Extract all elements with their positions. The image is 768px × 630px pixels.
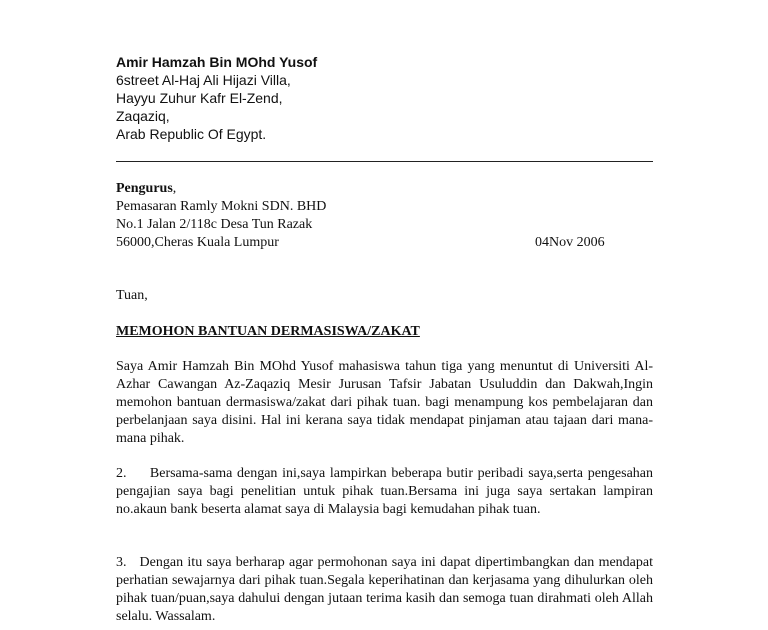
recipient-role: Pengurus <box>116 181 173 196</box>
letter-date: 04Nov 2006 <box>535 235 605 250</box>
recipient-role-suffix: , <box>172 181 177 196</box>
letter-subject: MEMOHON BANTUAN DERMASISWA/ZAKAT <box>116 324 420 339</box>
sender-address-line: Arab Republic Of Egypt. <box>116 126 267 142</box>
sender-name: Amir Hamzah Bin MOhd Yusof <box>116 54 318 70</box>
sender-address-line: Hayyu Zuhur Kafr El-Zend, <box>116 90 283 106</box>
sender-address-line: Zaqaziq, <box>116 108 170 124</box>
recipient-role-line <box>116 180 653 198</box>
sender-address-line: 6street Al-Haj Ali Hijazi Villa, <box>116 72 291 88</box>
sender-block <box>116 53 317 143</box>
body-paragraph-3: 3. Dengan itu saya berharap agar permohonan saya ini dapat dipertimbangkan dan mendapat perhatian sewajarnya dari pihak tuan.Segala keperihatinan dan kerjasama yang dihulurkan oleh pihak tuan/puan,saya dahului dengan jutaan terima kasih dan semoga tuan dirahmati oleh Allah selalu. Wassalam. <box>116 555 653 624</box>
header-divider <box>116 161 653 162</box>
body-paragraph-1: Saya Amir Hamzah Bin MOhd Yusof mahasiswa tahun tiga yang menuntut di Universiti Al-Azhar Cawangan Az-Zaqaziq Mesir Jurusan Tafsir Jabatan Usuluddin dan Dakwah,Ingin memohon bantuan dermasiswa/zakat dari pihak tuan. bagi menampung kos pembelajaran dan perbelanjaan saya disini. Hal ini kerana saya tidak mendapat pinjaman atau tajaan dari mana-mana pihak. <box>116 359 653 446</box>
recipient-address-line: 56000,Cheras Kuala Lumpur <box>116 235 279 250</box>
salutation: Tuan, <box>116 288 148 303</box>
recipient-block <box>116 180 653 252</box>
body-paragraph-2: 2. Bersama-sama dengan ini,saya lampirkan beberapa butir peribadi saya,serta pengesahan pengajian saya bagi penelitian untuk pihak tuan.Bersama ini juga saya sertakan lampiran no.akaun bank beserta alamat saya di Malaysia bagi kemudahan pihak tuan. <box>116 466 653 517</box>
recipient-address-line: No.1 Jalan 2/118c Desa Tun Razak <box>116 217 313 232</box>
recipient-address-date-line <box>116 234 653 252</box>
recipient-company: Pemasaran Ramly Mokni SDN. BHD <box>116 199 327 214</box>
